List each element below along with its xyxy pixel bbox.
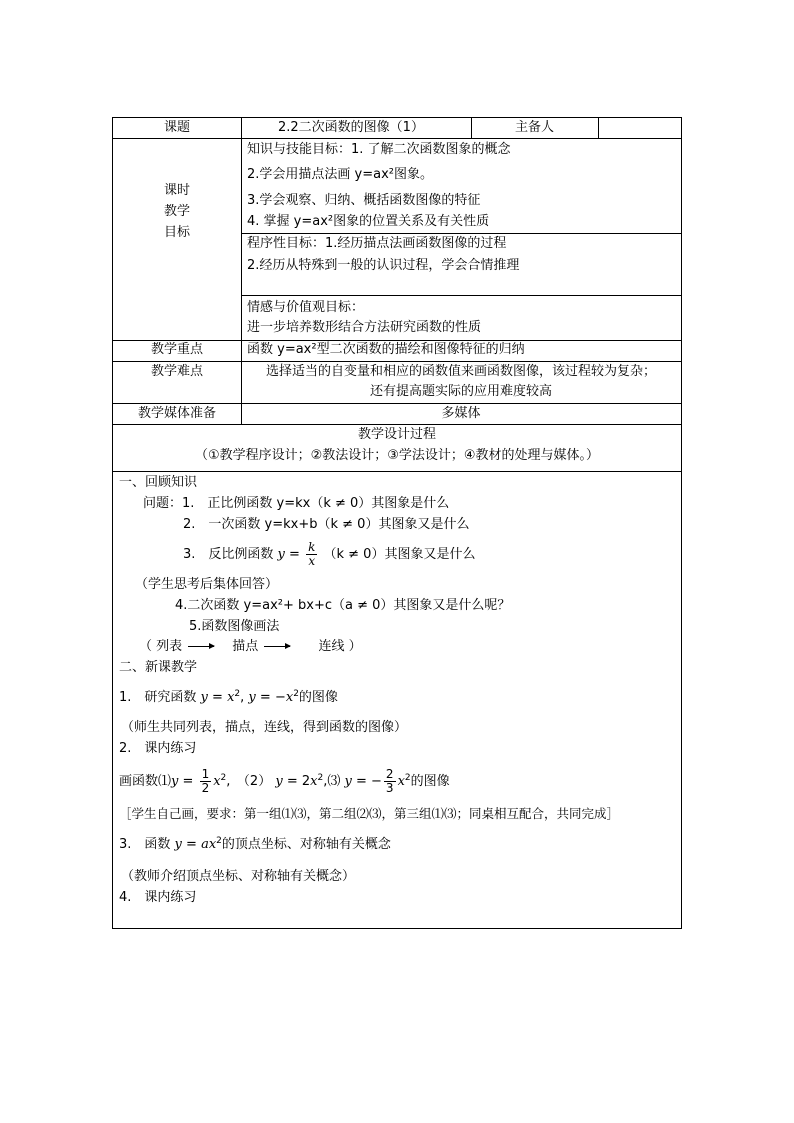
col-divider — [598, 118, 599, 138]
process-objective-2: 2.经历从特殊到一般的认识过程，学会合情推理 — [247, 258, 520, 273]
row-divider — [113, 340, 681, 341]
point-3-suffix: 的顶点坐标、对称轴有关概念 — [221, 837, 391, 852]
objectives-label-2: 教学 — [163, 204, 190, 219]
question-2: 2. 一次函数 y=kx+b（k ≠ 0）其图象又是什么 — [183, 517, 470, 532]
question-1: 问题：1. 正比例函数 y=kx（k ≠ 0）其图象是什么 — [143, 496, 450, 511]
row-divider — [113, 138, 681, 139]
knowledge-objective-3: 3.学会观察、归纳、概括函数图像的特征 — [247, 193, 481, 208]
drawing-task-prefix: 画函数 — [119, 774, 159, 789]
question-3: 3. 反比例函数 y = $\frac{k}{x}$ （k ≠ 0）其图象又是什么 — [183, 540, 476, 568]
key-point-value: 函数 y=ax²型二次函数的描绘和图像特征的归纳 — [247, 342, 525, 357]
point-3: 3. 函数 $y = ax^2$的顶点坐标、对称轴有关概念 — [119, 836, 391, 852]
topic-value: 2.2二次函数的图像（1） — [278, 120, 424, 135]
drawing-task: 画函数⑴y = $\frac{1}{2}$ $x^2$, （2） $y = 2x^2,⑶$ y = − $\frac{2}{3}$ $x^2$的图像 — [119, 767, 450, 795]
row-divider — [241, 295, 681, 296]
lesson-plan-table — [112, 117, 682, 929]
media-label: 教学媒体准备 — [137, 406, 216, 421]
item-1-marker: ⑴ — [158, 774, 172, 789]
preparer-label: 主备人 — [514, 120, 554, 135]
flow-step-plot: 描点 — [232, 639, 259, 654]
difficulty-line-1: 选择适当的自变量和相应的函数值来画函数图像，该过程较为复杂； — [265, 364, 656, 379]
section-new-lesson-title: 二、新课教学 — [119, 660, 198, 675]
graphing-flow — [139, 639, 362, 655]
emotion-objective-1: 情感与价值观目标： — [247, 300, 365, 315]
arrow-right-icon — [188, 646, 214, 647]
question-3-suffix: （k ≠ 0）其图象又是什么 — [323, 547, 476, 562]
emotion-objective-2: 进一步培养数形结合方法研究函数的性质 — [247, 320, 482, 335]
point-3-note: （教师介绍顶点坐标、对称轴有关概念） — [121, 869, 356, 884]
knowledge-objective-4: 4. 掌握 y=ax²图象的位置关系及有关性质 — [247, 214, 490, 229]
row-divider — [113, 471, 681, 472]
item-3-marker: ,⑶ — [323, 774, 341, 789]
point-1-suffix: 的图像 — [298, 690, 338, 705]
section-review-title: 一、回顾知识 — [119, 475, 198, 490]
point-4: 4. 课内练习 — [119, 890, 197, 905]
knowledge-objective-2: 2.学会用描点法画 y=ax²图象。 — [247, 167, 433, 182]
question-4: 4.二次函数 y=ax²+ bx+c（a ≠ 0）其图象又是什么呢？ — [175, 598, 511, 613]
item-2-marker: （2） — [243, 774, 272, 789]
requirement-note: ［学生自己画，要求：第一组⑴⑶，第二组⑵⑶，第三组⑴⑶；同桌相互配合，共同完成］ — [119, 806, 620, 821]
fraction-one-half: $\frac{1}{2}$ — [201, 767, 210, 795]
fraction-two-thirds: $\frac{2}{3}$ — [385, 767, 394, 795]
design-subtitle: （①教学程序设计；②教法设计；③学法设计；④教材的处理与媒体。） — [194, 448, 600, 463]
row-divider — [113, 361, 681, 362]
knowledge-objective-1: 知识与技能目标：1. 了解二次函数图象的概念 — [247, 142, 511, 157]
process-objective-1: 程序性目标：1.经历描点法画函数图像的过程 — [247, 236, 507, 251]
point-1-prefix: 1. 研究函数 — [119, 690, 197, 705]
flow-step-table: （ 列表 — [139, 639, 183, 654]
flow-step-connect: 连线 ） — [318, 639, 362, 654]
media-value: 多媒体 — [441, 406, 481, 421]
point-2: 2. 课内练习 — [119, 741, 197, 756]
row-divider — [113, 403, 681, 404]
difficulty-line-2: 还有提高题实际的应用难度较高 — [369, 384, 552, 399]
student-answer-note: （学生思考后集体回答） — [135, 577, 279, 592]
drawing-task-suffix: 的图像 — [410, 774, 450, 789]
topic-label: 课题 — [163, 120, 190, 135]
point-3-prefix: 3. 函数 — [119, 837, 171, 852]
objectives-label-1: 课时 — [163, 183, 190, 198]
arrow-right-icon — [264, 646, 290, 647]
point-1-note: （师生共同列表，描点，连线，得到函数的图像） — [121, 720, 408, 735]
key-point-label: 教学重点 — [150, 342, 203, 357]
question-3-prefix: 3. 反比例函数 — [183, 547, 274, 562]
point-1: 1. 研究函数 $y = x^2$, $y = -x^2$的图像 — [119, 689, 338, 705]
objectives-label-3: 目标 — [163, 225, 190, 240]
difficulty-label: 教学难点 — [150, 364, 203, 379]
row-divider — [241, 233, 681, 234]
question-5: 5.函数图像画法 — [189, 619, 280, 634]
fraction-k-over-x: $\frac{k}{x}$ — [308, 540, 316, 568]
design-title: 教学设计过程 — [357, 427, 436, 442]
row-divider — [113, 424, 681, 425]
